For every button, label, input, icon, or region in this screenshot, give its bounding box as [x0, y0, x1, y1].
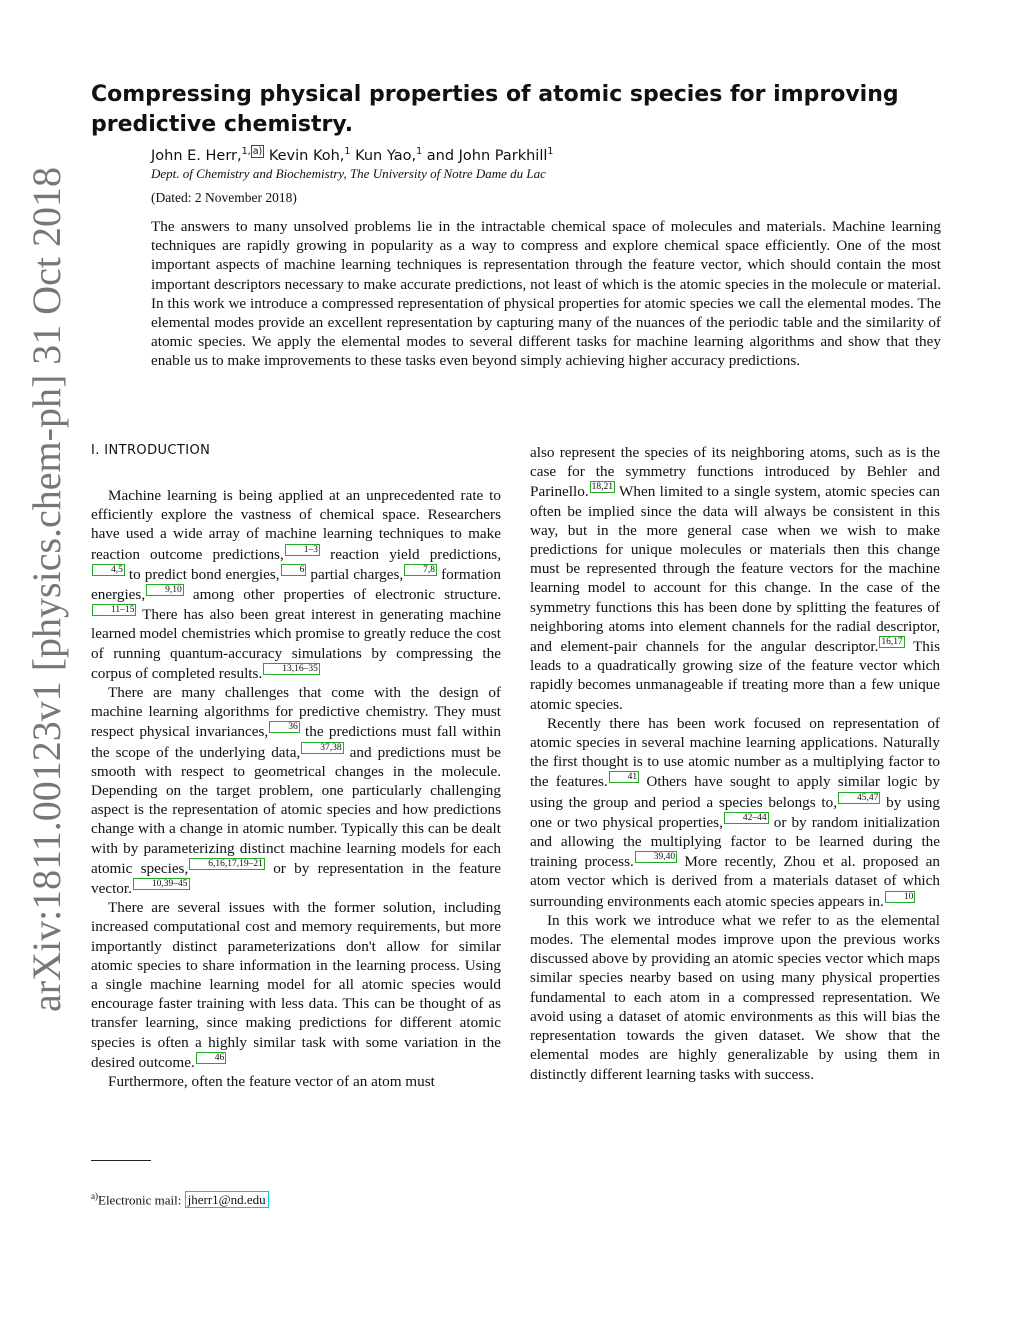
paragraph: Furthermore, often the feature vector of an atom must: [108, 1073, 435, 1091]
footnote-mark: a): [91, 1191, 98, 1201]
author-parkhill: and John Parkhill: [422, 147, 548, 164]
affiliation: Dept. of Chemistry and Biochemistry, The University of Notre Dame du Lac: [151, 166, 546, 181]
citation-link[interactable]: 1–3: [285, 544, 320, 556]
paragraph: In this work we introduce what we refer to as the elemental modes. The elemental modes improve upon the previous works discussed above by providing an atomic species vector which maps similar species nearby based on using many physical properties fundamental to each atom in a compressed representation. We avoid using a dataset of atomic environments as this will bias the representation towards the given dataset. We show that the elemental modes are highly generalizable by using them in distinctly different learning tasks with success.: [530, 911, 940, 1083]
email-note-link[interactable]: a): [252, 146, 263, 157]
author-koh: Kevin Koh,: [264, 147, 345, 164]
section-heading: I. INTRODUCTION: [91, 443, 211, 458]
footnote: [91, 1191, 269, 1208]
citation-link[interactable]: 46: [196, 1052, 227, 1064]
author-herr: John E. Herr,: [151, 147, 242, 164]
citation-link[interactable]: 7,8: [404, 564, 437, 576]
citation-link[interactable]: 10: [885, 891, 916, 903]
citation-link[interactable]: 6: [281, 564, 307, 576]
paragraph: also represent the species of its neighboring atoms, such as is the case for the symmetry functions introduced by Behler and Parinello. 18,21 When limited to a single system, atomic species can often be implied since the data will always be consistent in this way, but in the more general case when we wish to make predictions for unique molecules or materials then this change must be represented through the feature vectors for the machine learning model to account for this change. In the case of the symmetry functions this has been done by splitting the features of neighboring atoms into element channels for the radial descriptor, and element-pair channels for the angular descriptor. 16,17 This leads to a quadratically growing size of the feature vector which rapidly becomes unmanageable if treating more than a few unique atomic species.: [530, 444, 940, 713]
citation-link[interactable]: 16,17: [881, 637, 903, 648]
right-column: [530, 443, 940, 1084]
author-list: [151, 145, 553, 164]
arxiv-identifier: arXiv:1811.00123v1 [physics.chem-ph] 31 Oct 2018: [24, 166, 69, 1012]
citation-link[interactable]: 36: [269, 721, 300, 733]
paragraph: Recently there has been work focused on representation of atomic species in several machine learning applications. Naturally the first thought is to use atomic number as a multiplying factor to the features. 41 Others have sought to apply similar logic by using the group and period a species belongs to, 45,47 by using one or two physical properties, 42–44 or by random initialization and allowing the multiplying factor to be learned during the training process. 39,40 More recently, Zhou et al. proposed an atom vector which is derived from a materials dataset of which surrounding environments each atomic species appears in. 10: [530, 714, 940, 910]
left-column: [91, 486, 501, 1091]
citation-link[interactable]: 39,40: [635, 851, 677, 863]
paper-title: Compressing physical properties of atomic species for improving predictive chemistry.: [91, 82, 899, 137]
citation-link[interactable]: 42–44: [724, 812, 769, 824]
affil-sup: 1: [547, 146, 554, 157]
date-line: (Dated: 2 November 2018): [151, 190, 297, 205]
citation-link[interactable]: 18,21: [591, 482, 614, 493]
citation-link[interactable]: 9,10: [146, 584, 184, 596]
affil-sup: 1: [344, 146, 351, 157]
paragraph: There are several issues with the former solution, including increased computational cost and memory requirements, but more importantly distinct parameterizations don't allow for similar atomic species to share information in the learning process. Using a single machine learning model for all atomic species would encourage faster training with less data. This can be thought of as transfer learning, since making predictions for different atomic species is often a highly similar task with some variation in the desired outcome. 46: [91, 899, 501, 1071]
citation-link[interactable]: 11–15: [92, 604, 136, 616]
abstract: The answers to many unsolved problems lie in the intractable chemical space of molecules and materials. Machine learning techniques are rapidly growing in popularity as a way to compress and explore chemical space efficiently. One of the most important aspects of machine learning techniques is representation through the feature vector, which should contain the most important descriptors necessary to make accurate predictions, not least of which is the atomic species in the molecule or material. In this work we introduce a compressed representation of physical properties for atomic species we call the elemental modes. The elemental modes provide an excellent representation by capturing many of the nuances of the periodic table and the similarity of atomic species. We apply the elemental modes to several different tasks for machine learning algorithms and show that they enable us to make improvements to these tasks even beyond simply achieving higher accuracy predictions.: [151, 218, 941, 370]
citation-link[interactable]: 37,38: [301, 742, 343, 754]
citation-link[interactable]: 6,16,17,19–21: [189, 858, 265, 870]
author-yao: Kun Yao,: [350, 147, 417, 164]
citation-link[interactable]: 4,5: [92, 564, 125, 576]
affil-sup: 1,: [241, 146, 251, 157]
footnote-rule: [91, 1160, 151, 1161]
citation-link[interactable]: 41: [609, 771, 640, 783]
citation-link[interactable]: 45,47: [838, 792, 880, 804]
email-link[interactable]: jherr1@nd.edu: [185, 1191, 269, 1208]
affil-sup: 1: [416, 146, 423, 157]
paragraph: There are many challenges that come with the design of machine learning algorithms for predictive chemistry. They must respect physical invariances, 36 the predictions must fall within the scope of the underlying data, 37,38 and predictions must be smooth with respect to geometrical changes in the molecule. Depending on the target problem, one particularly challenging aspect is the representation of atomic species and how predictions change with a change in atomic number. Typically this can be dealt with by parameterizing distinct machine learning models for each atomic species, 6,16,17,19–21 or by representation in the feature vector. 10,39–45: [91, 684, 502, 898]
citation-link[interactable]: 10,39–45: [133, 878, 190, 890]
footnote-label: Electronic mail:: [98, 1192, 185, 1208]
paragraph: Machine learning is being applied at an unprecedented rate to efficiently explore the vastness of chemical space. Researchers have used a wide array of machine learning techniques to make reaction outcome predictions, 1–3 reaction yield predictions,4,5 to predict bond energies, 6 partial charges, 7,8 formation energies, 9,10 among other properties of electronic structure.11–15 There has also been great interest in generating machine learned model chemistries which promise to greatly reduce the cost of running quantum-accuracy simulations by compressing the corpus of completed results. 13,16–35: [91, 487, 501, 682]
citation-link[interactable]: 13,16–35: [263, 663, 320, 675]
